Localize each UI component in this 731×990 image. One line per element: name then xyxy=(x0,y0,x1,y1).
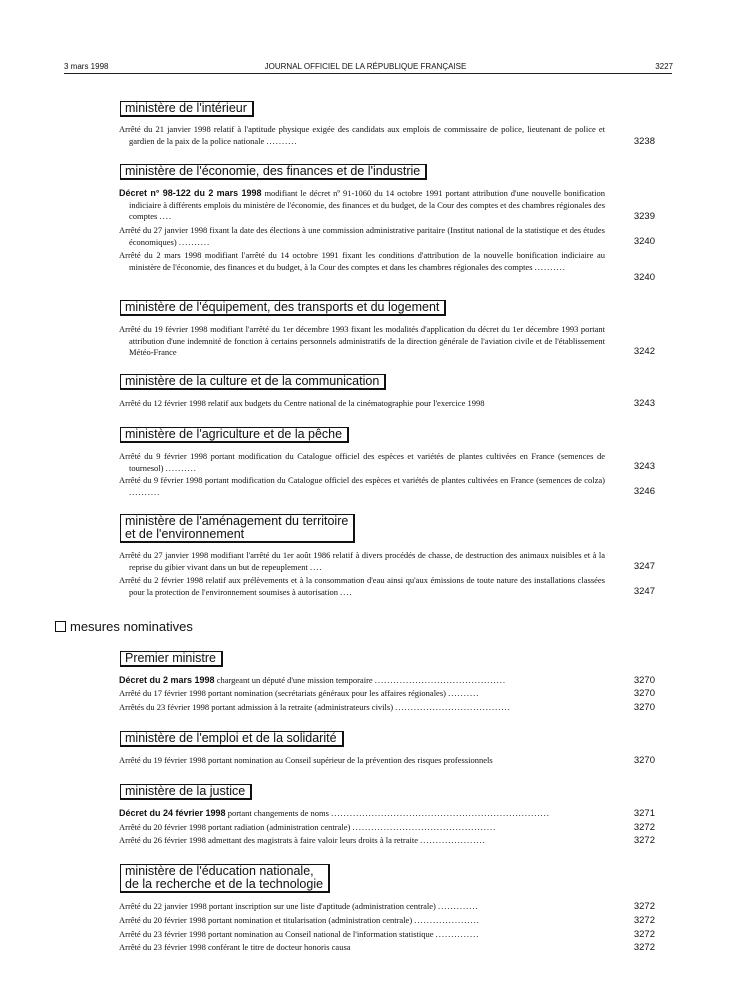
ministry-heading-economie: ministère de l'économie, des finances et de l'industrie xyxy=(120,164,427,180)
list-item: Décret du 24 février 1998 portant changements de noms ...................................................................... xyxy=(119,808,550,818)
list-item: Arrêté du 27 janvier 1998 modifiant l'arrêté du 1er août 1986 relatif à divers procédés de chasse, de destruction des animaux nuisibles et à la reprise du gibier vivant dans un but de repeuplement .... xyxy=(119,550,605,572)
ministry-heading-interieur: ministère de l'intérieur xyxy=(120,101,254,117)
heading-line: et de l'environnement xyxy=(125,527,245,541)
entry-page-number: 3270 xyxy=(633,688,655,699)
entry-page-number: 3272 xyxy=(633,929,655,940)
ministry-heading-emploi: ministère de l'emploi et de la solidarité xyxy=(120,731,344,747)
list-item: Arrêté du 26 février 1998 admettant des magistrats à faire valoir leurs droits à la retraite ..................... xyxy=(119,835,486,845)
ministry-heading-amenagement xyxy=(120,514,355,543)
entry-page-number: 3240 xyxy=(633,272,655,283)
ministry-heading-equipement: ministère de l'équipement, des transports et du logement xyxy=(120,300,446,316)
ministry-heading-justice: ministère de la justice xyxy=(120,784,252,800)
entry-page-number: 3270 xyxy=(633,755,655,766)
section-mesures-nominatives xyxy=(55,619,193,634)
ministry-heading-education xyxy=(120,864,330,893)
entry-page-number: 3272 xyxy=(633,942,655,953)
list-item: Arrêté du 22 janvier 1998 portant inscription sur une liste d'aptitude (administration centrale) ............. xyxy=(119,901,479,911)
ministry-heading-premier-ministre: Premier ministre xyxy=(120,651,223,667)
entry-page-number: 3240 xyxy=(633,236,655,247)
entry-page-number: 3272 xyxy=(633,915,655,926)
entry-page-number: 3247 xyxy=(633,586,655,597)
heading-line: de la recherche et de la technologie xyxy=(125,877,324,891)
list-item: Arrêté du 23 février 1998 portant nomination au Conseil national de l'information statistique .............. xyxy=(119,929,480,939)
entry-page-number: 3271 xyxy=(633,808,655,819)
list-item: Arrêté du 20 février 1998 portant radiation (administration centrale) .............................................. xyxy=(119,822,497,832)
ministry-heading-agriculture: ministère de l'agriculture et de la pêche xyxy=(120,427,349,443)
list-item: Arrêté du 9 février 1998 portant modification du Catalogue officiel des espèces et variétés de plantes cultivées en France (semences de colza) .......... xyxy=(119,475,605,497)
entry-page-number: 3246 xyxy=(633,486,655,497)
entry-page-number: 3270 xyxy=(633,675,655,686)
entry-page-number: 3239 xyxy=(633,211,655,222)
list-item: Arrêté du 21 janvier 1998 relatif à l'aptitude physique exigée des candidats aux emplois de commissaire de police, lieutenant de police et gardien de la paix de la police nationale .......... xyxy=(119,124,605,146)
list-item: Arrêtés du 23 février 1998 portant admission à la retraite (administrateurs civils) ..................................... xyxy=(119,702,511,712)
entry-page-number: 3272 xyxy=(633,835,655,846)
list-item: Arrêté du 2 mars 1998 modifiant l'arrêté du 14 octobre 1991 fixant les conditions d'attribution de la nouvelle bonification indiciaire au ministère de l'économie, des finances et du budget, à la Cour des comptes et dans les chambres régionales des comptes .......... xyxy=(119,250,605,272)
list-item: Décret du 2 mars 1998 chargeant un député d'une mission temporaire .......................................... xyxy=(119,675,507,685)
list-item: Arrêté du 17 février 1998 portant nomination (secrétariats généraux pour les affaires régionales) .......... xyxy=(119,688,480,698)
heading-line: ministère de l'aménagement du territoire xyxy=(125,514,349,528)
list-item: Décret n° 98-122 du 2 mars 1998 modifiant le décret nº 91-1060 du 14 octobre 1991 portant attribution d'une nouvelle bonification indiciaire à différents emplois du ministère de l'économie, des finances et du budget, de la Cour des comptes et des chambres régionales des comptes .... xyxy=(119,188,606,221)
entry-page-number: 3243 xyxy=(633,398,655,409)
entry-page-number: 3272 xyxy=(633,822,655,833)
entry-page-number: 3238 xyxy=(633,136,655,147)
list-item: Arrêté du 9 février 1998 portant modification du Catalogue officiel des espèces et variétés de plantes cultivées en France (semences de tournesol) .......... xyxy=(119,451,605,473)
list-item: Arrêté du 23 février 1998 conférant le titre de docteur honoris causa xyxy=(119,942,351,952)
journal-title: JOURNAL OFFICIEL DE LA RÉPUBLIQUE FRANÇAISE xyxy=(264,62,467,71)
list-item: Arrêté du 20 février 1998 portant nomination et titularisation (administration centrale) ..................... xyxy=(119,915,480,925)
heading-line: ministère de l'éducation nationale, xyxy=(125,864,314,878)
list-item: Arrêté du 2 février 1998 relatif aux prélèvements et à la consommation d'eau ainsi qu'aux émissions de toute nature des installations classées pour la protection de l'environnement soumises à autorisation .... xyxy=(119,575,605,597)
header-date: 3 mars 1998 xyxy=(64,62,109,71)
list-item: Arrêté du 19 février 1998 portant nomination au Conseil supérieur de la prévention des risques professionnels xyxy=(119,755,493,765)
entry-page-number: 3272 xyxy=(633,901,655,912)
section-title: mesures nominatives xyxy=(70,619,193,634)
entry-page-number: 3247 xyxy=(633,561,655,572)
page-number: 3227 xyxy=(655,62,673,71)
header-rule xyxy=(64,73,672,74)
entry-page-number: 3270 xyxy=(633,702,655,713)
entry-page-number: 3242 xyxy=(633,346,655,357)
entry-page-number: 3243 xyxy=(633,461,655,472)
list-item: Arrêté du 19 février 1998 modifiant l'arrêté du 1er décembre 1993 fixant les modalités d'application du décret du 1er décembre 1993 portant attribution d'une indemnité de fonction à certains personnels administratifs de la direction générale de l'aviation civile et de l'établissement Météo-France xyxy=(119,324,605,357)
list-item: Arrêté du 27 janvier 1998 fixant la date des élections à une commission administrative paritaire (Institut national de la statistique et des études économiques) .......... xyxy=(119,225,605,247)
list-item: Arrêté du 12 février 1998 relatif aux budgets du Centre national de la cinématographie pour l'exercice 1998 xyxy=(119,398,485,408)
checkbox-square-icon xyxy=(55,621,66,632)
ministry-heading-culture: ministère de la culture et de la communication xyxy=(120,374,386,390)
